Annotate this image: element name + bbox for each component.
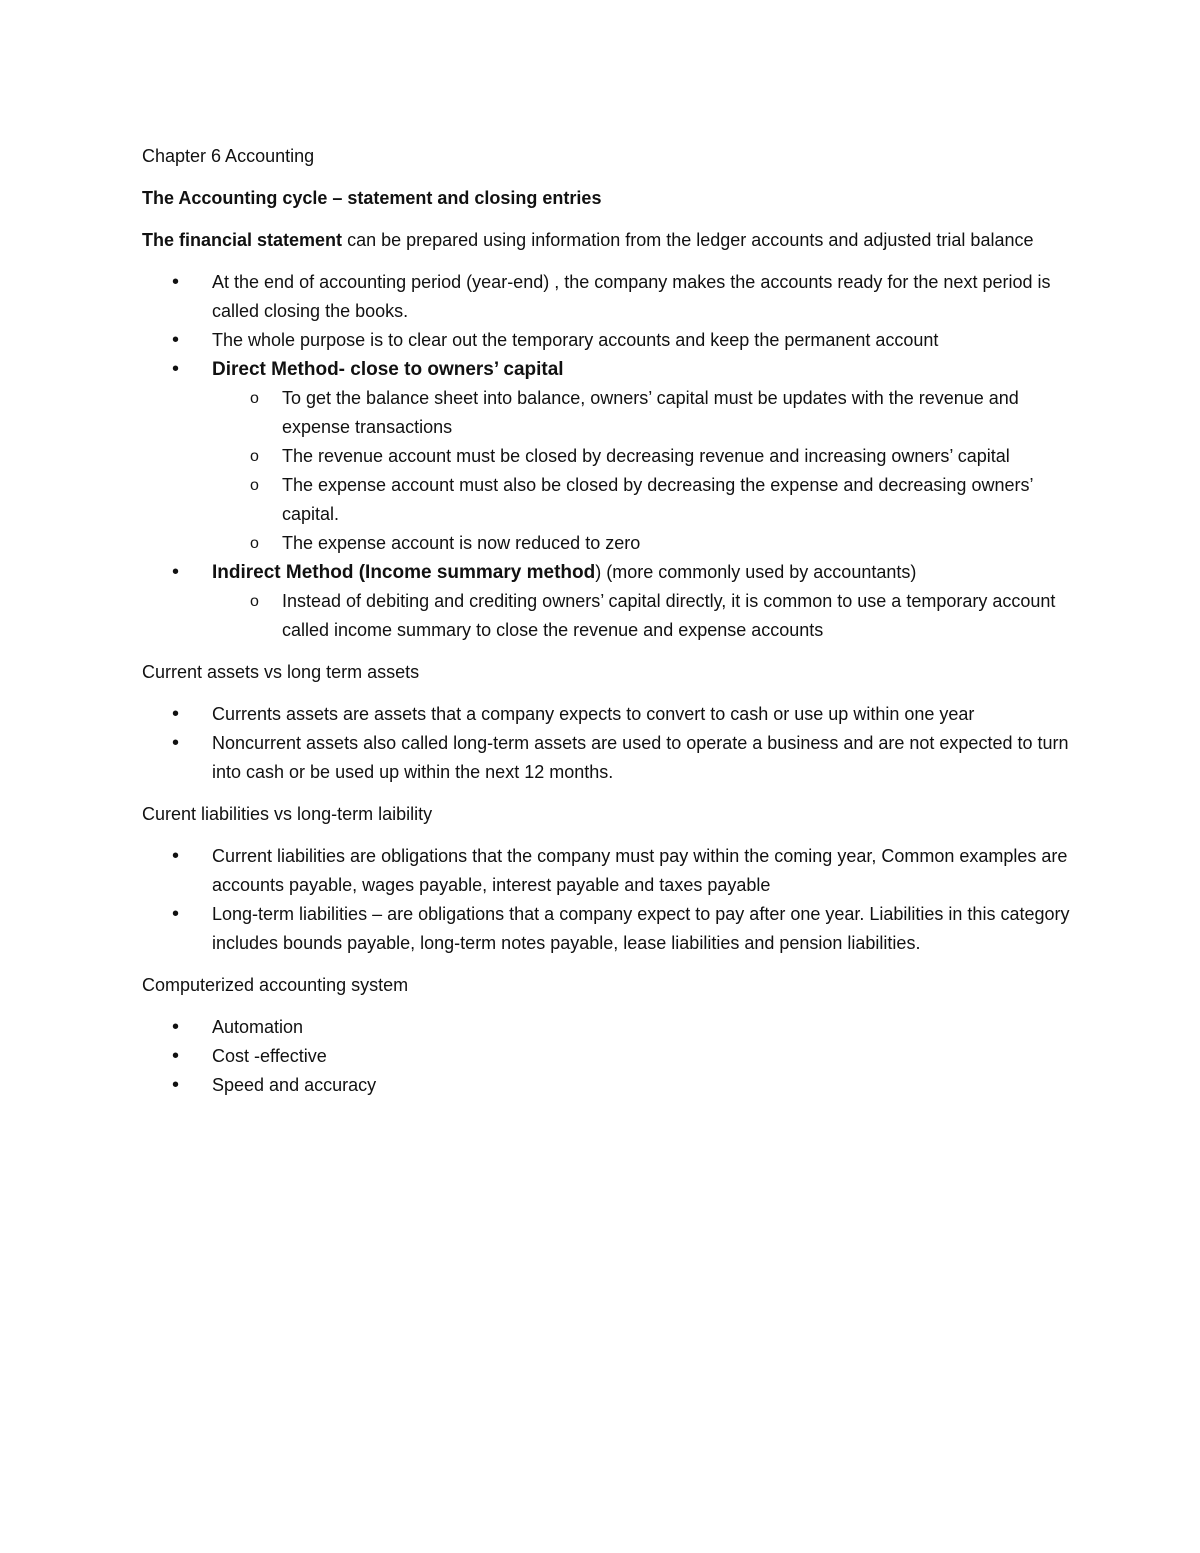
list-item: • Automation [142,1013,1072,1042]
assets-heading: Current assets vs long term assets [142,662,420,682]
section-heading: The Accounting cycle – statement and closing entries [142,188,602,208]
list-item: • Current liabilities are obligations that the company must pay within the coming year, Common examples are accounts payable, wages payable, interest payable and taxes payable [142,842,1072,900]
indirect-method-sublist [212,587,1072,645]
list-item-indirect-method [142,558,1072,645]
list-item: • At the end of accounting period (year-end) , the company makes the accounts ready for the next period is called closing the books. [142,268,1072,326]
liabilities-heading: Curent liabilities vs long-term laibility [142,804,433,824]
list-item: • Currents assets are assets that a company expects to convert to cash or use up within one year [142,700,1072,729]
sub-list-item: o Instead of debiting and crediting owners’ capital directly, it is common to use a temporary account called income summary to close the revenue and expense accounts [212,587,1072,645]
computerized-list [142,1013,1072,1100]
direct-method-label: Direct Method- close to owners’ capital [212,359,564,380]
list-item: • Noncurrent assets also called long-term assets are used to operate a business and are not expected to turn into cash or be used up within the next 12 months. [142,729,1072,787]
indirect-method-label: Indirect Method (Income summary method [212,562,596,583]
list-item: • Cost -effective [142,1042,1072,1071]
computerized-heading: Computerized accounting system [142,975,409,995]
assets-list [142,700,1072,787]
document-title: Chapter 6 Accounting [142,146,315,166]
list-item: • The whole purpose is to clear out the temporary accounts and keep the permanent account [142,326,1072,355]
list-item-direct-method [142,355,1072,558]
document-page [142,142,1072,1113]
indirect-method-note: ) (more commonly used by accountants) [595,562,917,582]
list-item: • Speed and accuracy [142,1071,1072,1100]
sub-list-item: o The expense account must also be closed by decreasing the expense and decreasing owners’ capital. [212,471,1072,529]
intro-text: can be prepared using information from the ledger accounts and adjusted trial balance [342,230,1034,250]
intro-bold-term: The financial statement [142,230,343,250]
direct-method-sublist [212,384,1072,558]
list-item: • Long-term liabilities – are obligations that a company expect to pay after one year. Liabilities in this category includes bounds payable, long-term notes payable, lease liabilities and pension liabilities. [142,900,1072,958]
closing-list [142,268,1072,645]
sub-list-item: o To get the balance sheet into balance, owners’ capital must be updates with the revenue and expense transactions [212,384,1072,442]
sub-list-item: o The expense account is now reduced to zero [212,529,1072,558]
liabilities-list [142,842,1072,958]
intro-paragraph [142,226,1072,255]
sub-list-item: o The revenue account must be closed by decreasing revenue and increasing owners’ capital [212,442,1072,471]
